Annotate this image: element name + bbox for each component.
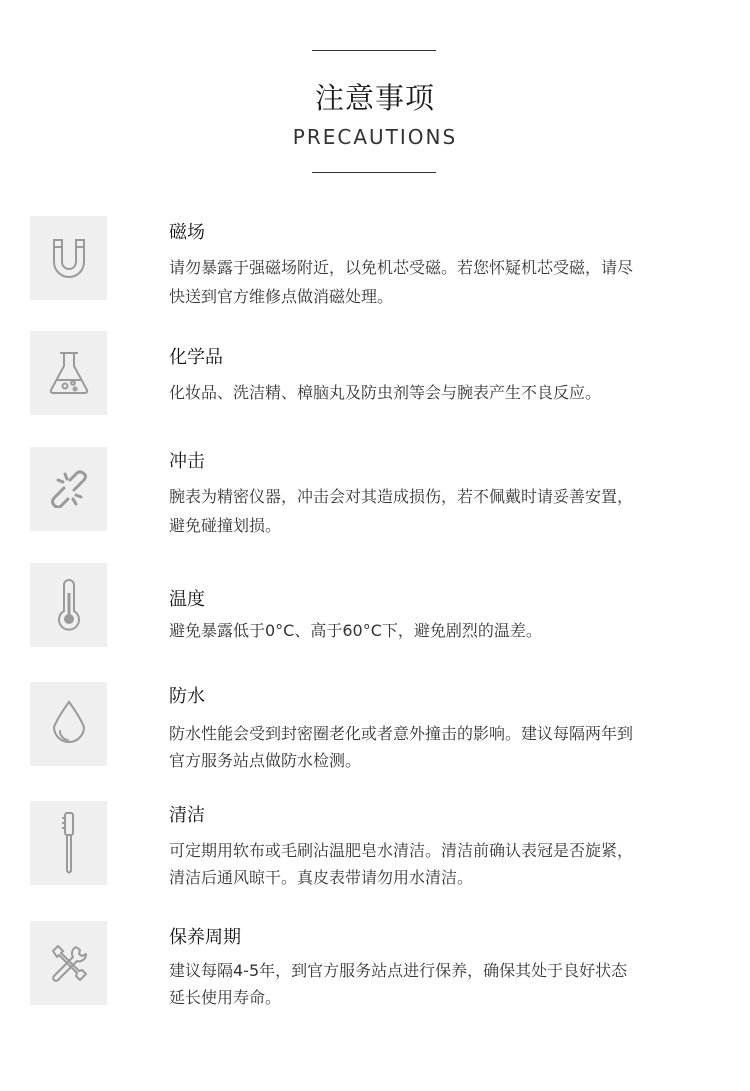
thermometer-icon: [54, 579, 84, 631]
item-text-line: 可定期用软布或毛刷沾温肥皂水清洁。清洁前确认表冠是否旋紧，: [169, 841, 634, 860]
toothbrush-icon: [59, 811, 79, 875]
item-text-line: 清洁后通风晾干。真皮表带请勿用水清洁。: [169, 868, 474, 887]
item-title: 清洁: [169, 805, 205, 826]
item-text-line: 延长使用寿命。: [169, 988, 282, 1007]
page-title: 注意事项: [314, 81, 435, 115]
item-title: 冲击: [169, 451, 205, 472]
broken-chain-icon: [46, 470, 92, 508]
item-text-line: 防水性能会受到封密圈老化或者意外撞击的影响。建议每隔两年到: [169, 724, 634, 743]
water-drop-icon: [50, 699, 88, 749]
page-subtitle: PRECAUTIONS: [292, 125, 458, 149]
item-title: 保养周期: [169, 927, 241, 948]
item-text-line: 建议每隔4-5年，到官方服务站点进行保养，确保其处于良好状态: [169, 961, 628, 980]
item-text-line: 请勿暴露于强磁场附近，以免机芯受磁。若您怀疑机芯受磁，请尽: [169, 258, 634, 277]
item-text-line: 化妆品、洗洁精、樟脑丸及防虫剂等会与腕表产生不良反应。: [169, 383, 602, 402]
item-text-line: 避免碰撞划损。: [169, 516, 282, 535]
item-title: 化学品: [169, 347, 223, 368]
item-text-line: 避免暴露低于0°C、高于60°C下，避免剧烈的温差。: [169, 621, 542, 640]
item-title: 磁场: [169, 222, 205, 243]
item-text-line: 快送到官方维修点做消磁处理。: [169, 287, 394, 306]
magnet-icon: [49, 236, 89, 280]
item-text-line: 官方服务站点做防水检测。: [169, 751, 362, 770]
icon-tile: [30, 682, 107, 766]
icon-tile: [30, 216, 107, 300]
icon-tile: [30, 801, 107, 885]
item-title: 温度: [169, 589, 205, 610]
bottom-divider: [312, 172, 436, 173]
flask-icon: [47, 350, 91, 396]
icon-tile: [30, 447, 107, 531]
icon-tile: [30, 331, 107, 415]
top-divider: [312, 50, 436, 51]
icon-tile: [30, 921, 107, 1005]
icon-tile: [30, 563, 107, 647]
item-text-line: 腕表为精密仪器，冲击会对其造成损伤，若不佩戴时请妥善安置，: [169, 487, 634, 506]
item-title: 防水: [169, 686, 205, 707]
tools-icon: [49, 943, 89, 983]
